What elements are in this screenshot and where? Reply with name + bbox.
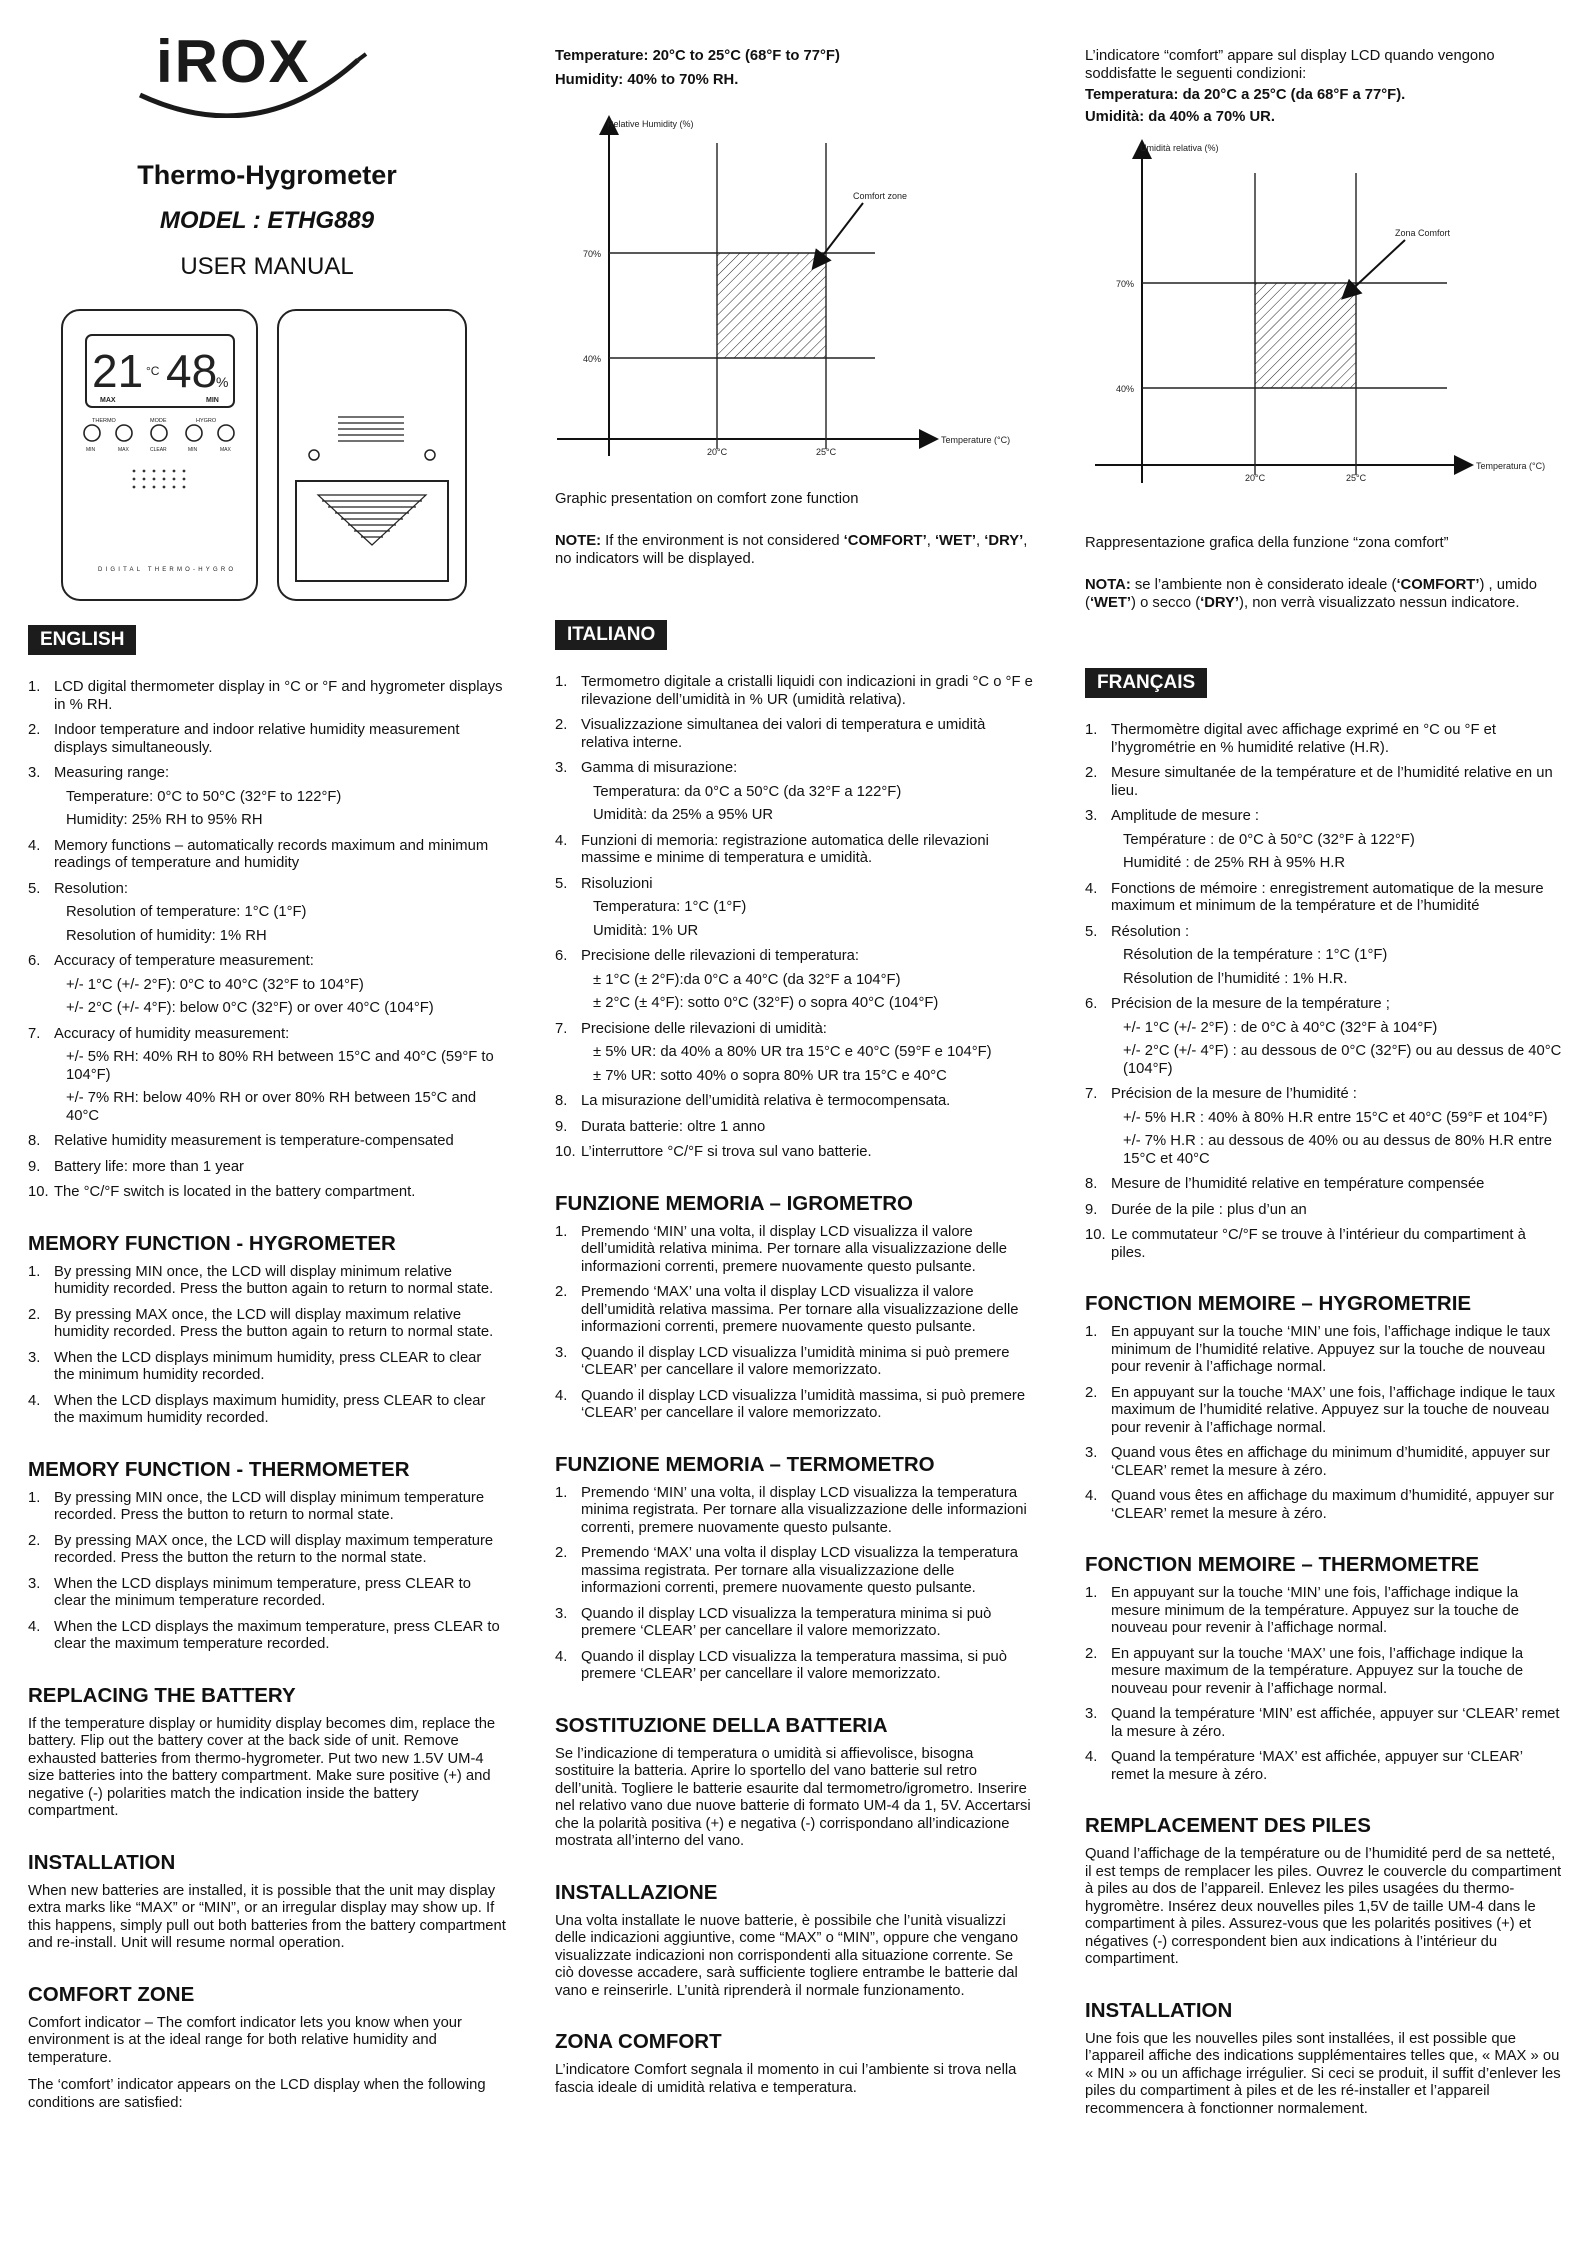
list-item-number: 6. <box>555 948 568 964</box>
list-item <box>555 760 1035 825</box>
list-item-number: 9. <box>555 1118 568 1135</box>
list-item-number: 7. <box>28 1025 41 1042</box>
list-item-text: Thermomètre digital avec affichage exprimé en °C ou °F et l’hygrométrie en % humidité relative (H.R). <box>1111 722 1496 756</box>
list-item-text: Amplitude de mesure : <box>1111 808 1260 824</box>
list-item-text: En appuyant sur la touche ‘MAX’ une fois, l’affichage indique le taux maximum de l’humidité relative. Appuyez sur la touche de nouveau pour revenir à l’affichage normal. <box>1111 1384 1556 1436</box>
group-thermo: THERMO <box>92 418 116 424</box>
list-item-number: 1. <box>1085 722 1098 738</box>
y-axis-label: Umidità relativa (%) <box>1140 143 1219 153</box>
list-item <box>1085 881 1563 916</box>
list-item <box>28 1026 506 1126</box>
btn-label-min: MIN <box>86 447 96 453</box>
list-item-number: 3. <box>555 1605 568 1622</box>
list-item-number: 6. <box>28 953 41 969</box>
list-item-text: Quando il display LCD visualizza l’umidità massima, si può premere ‘CLEAR’ per cancellare il valore memorizzato. <box>581 1387 1026 1421</box>
y-tick-40: 40% <box>583 354 602 364</box>
list-item-number: 1. <box>555 1223 568 1240</box>
list-item <box>1085 1385 1563 1438</box>
list-item-number: 4. <box>1085 1749 1098 1765</box>
list-item-number: 1. <box>28 1263 41 1280</box>
list-item-number: 7. <box>1085 1086 1098 1102</box>
list-item <box>555 1144 1035 1162</box>
list-sub-item: +/- 2°C (+/- 4°F) : au dessous de 0°C (32°F) ou au dessus de 40°C (104°F) <box>1123 1043 1562 1077</box>
list-item <box>555 1545 1035 1598</box>
list-item-text: Fonctions de mémoire : enregistrement automatique de la mesure maximum et minimum de la température et de l’humidité <box>1111 880 1544 914</box>
list-item-text: Précision de la mesure de la température ; <box>1111 996 1390 1012</box>
list-item-number: 1. <box>28 1489 41 1506</box>
btn-label-max: MAX <box>118 447 129 453</box>
list-item-text: Funzioni di memoria: registrazione automatica delle rilevazioni massime e minime di temperatura e umidità. <box>581 832 989 866</box>
it-note <box>1085 577 1563 612</box>
list-item-text: When the LCD displays minimum humidity, press CLEAR to clear the minimum humidity recorded. <box>54 1349 482 1383</box>
group-mode: MODE <box>150 418 167 424</box>
list-item-number: 4. <box>1085 1488 1098 1504</box>
list-sub-item: Resolution of temperature: 1°C (1°F) <box>66 904 307 920</box>
list-item <box>555 1649 1035 1684</box>
en-chart-caption: Graphic presentation on comfort zone function <box>555 491 859 507</box>
en-comfort-text-1: Comfort indicator – The comfort indicator lets you know when your environment is at the ideal range for both relative humidity and temperature. <box>28 2014 462 2066</box>
it-memory-thermo-title: FUNZIONE MEMORIA – TERMOMETRO <box>555 1452 935 1476</box>
list-item <box>555 1606 1035 1641</box>
list-item-text: En appuyant sur la touche ‘MIN’ une fois, l’affichage indique la mesure minimum de la température. Appuyez sur la touche de nouveau pour revenir à l’affichage normal. <box>1111 1585 1519 1636</box>
en-note-comfort: ‘COMFORT’ <box>843 533 927 549</box>
device-footer: DIGITAL THERMO-HYGRO <box>98 567 237 573</box>
it-comfort-text-2: L’indicatore “comfort” appare sul display LCD quando vengono soddisfatte le seguenti condizioni: <box>1085 48 1495 82</box>
list-item-number: 10. <box>1085 1227 1106 1243</box>
list-sub-item: +/- 1°C (+/- 2°F) : de 0°C à 40°C (32°F à 104°F) <box>1123 1019 1438 1036</box>
irox-logo <box>28 0 506 118</box>
lcd-humidity: 48 <box>166 345 218 397</box>
x-tick-20: 20°C <box>707 447 728 457</box>
list-item-text: Quando il display LCD visualizza la temperatura minima si può premere ‘CLEAR’ per cancellare il valore memorizzato. <box>581 1605 992 1639</box>
list-item-text: Précision de la mesure de l’humidité : <box>1111 1086 1357 1102</box>
list-item-number: 3. <box>555 760 568 776</box>
en-cond-temp: Temperature: 20°C to 25°C (68°F to 77°F) <box>555 48 840 64</box>
list-item <box>1085 996 1563 1078</box>
list-sub-item: +/- 5% RH: 40% RH to 80% RH between 15°C and 40°C (59°F to 104°F) <box>66 1049 494 1083</box>
logo-text: iROX <box>156 28 311 95</box>
fr-memory-hygro-title: FONCTION MEMOIRE – HYGROMETRIE <box>1085 1292 1472 1315</box>
list-item-number: 4. <box>28 837 41 854</box>
lcd-min: MIN <box>206 397 219 404</box>
list-item-text: Indoor temperature and indoor relative humidity measurement displays simultaneously. <box>54 722 460 756</box>
list-item-number: 10. <box>28 1184 49 1200</box>
list-item <box>28 1533 506 1568</box>
x-tick-25: 25°C <box>816 447 837 457</box>
x-axis-label: Temperature (°C) <box>941 435 1011 445</box>
list-item-text: Premendo ‘MAX’ una volta il display LCD visualizza il valore dell’umidità relativa massima. Per tornare alla visualizzazione delle informazioni correnti, premere nuovamente questo pulsante. <box>581 1284 1019 1335</box>
list-item-number: 2. <box>1085 1384 1098 1401</box>
fr-install-text: Une fois que les nouvelles piles sont installées, il est possible que l’appareil affiche des indications supplémentaires telles que, « MAX » ou « MIN » ou un affichage irrégulier. Si ceci se produit, il suffit d’enlever les piles du compartiment à piles et de les ré-installer et l’appareil recommencera à fonctionner normalement. <box>1085 2030 1561 2117</box>
it-note-sep: ) , umido ( <box>1085 577 1538 611</box>
y-axis-label: Relative Humidity (%) <box>607 119 694 129</box>
italian-column <box>555 0 1035 2097</box>
list-item <box>1085 1445 1563 1480</box>
list-item-text: Quando il display LCD visualizza l’umidità minima si può premere ‘CLEAR’ per cancellare il valore memorizzato. <box>581 1344 1010 1378</box>
list-item-text: L’interruttore °C/°F si trova sul vano batterie. <box>581 1144 872 1160</box>
en-battery-text: If the temperature display or humidity display becomes dim, replace the battery. Flip out the battery cover at the back side of unit. Remove exhausted batteries from thermo-hygrometer. Put two new 1.5V UM-4 size batteries into the battery compartment. Make sure positive (+) and negative (-) polarities match the indication inside the battery compartment. <box>28 1715 496 1819</box>
list-item-text: Quand vous êtes en affichage du minimum d’humidité, appuyer sur ‘CLEAR’ remet la mesure à zéro. <box>1111 1445 1550 1479</box>
en-battery-title: REPLACING THE BATTERY <box>28 1683 296 1707</box>
list-item-number: 2. <box>555 1545 568 1561</box>
title-block <box>28 160 506 281</box>
list-item-number: 2. <box>555 1284 568 1300</box>
list-sub-item: Temperature: 0°C to 50°C (32°F to 122°F) <box>66 788 342 805</box>
list-item-number: 4. <box>1085 880 1098 897</box>
en-comfort-text-2: The ‘comfort’ indicator appears on the LCD display when the following conditions are satisfied: <box>28 2077 486 2111</box>
list-sub-item: ± 1°C (± 2°F):da 0°C a 40°C (da 32°F a 104°F) <box>593 971 901 988</box>
list-item <box>1085 1585 1563 1638</box>
it-comfort-text-1: L’indicatore Comfort segnala il momento in cui l’ambiente si trova nella fascia ideale di umidità relativa e temperatura. <box>555 2062 1017 2096</box>
it-note-label: NOTA: <box>1085 577 1131 593</box>
x-tick-20: 20°C <box>1245 473 1266 483</box>
list-item-text: Termometro digitale a cristalli liquidi con indicazioni in gradi °C o °F e rilevazione dell’umidità in % UR (umidità relativa). <box>581 674 1033 708</box>
list-sub-item: +/- 1°C (+/- 2°F): 0°C to 40°C (32°F to 104°F) <box>66 976 364 993</box>
list-item-text: Visualizzazione simultanea dei valori di temperatura e umidità relativa interne. <box>581 717 986 751</box>
lcd-temp-unit: °C <box>146 364 160 378</box>
list-item-text: Accuracy of temperature measurement: <box>54 953 314 969</box>
list-item-text: Quando il display LCD visualizza la temperatura massima, si può premere ‘CLEAR’ per cancellare il valore memorizzato. <box>581 1648 1008 1682</box>
y-tick-70: 70% <box>1116 279 1135 289</box>
list-item-text: Résolution : <box>1111 923 1190 940</box>
list-item-text: When the LCD displays the maximum temperature, press CLEAR to clear the maximum temperature recorded. <box>54 1618 500 1652</box>
list-sub-item: Resolution of humidity: 1% RH <box>66 927 267 944</box>
list-item <box>1085 1488 1563 1523</box>
list-item <box>28 1264 506 1299</box>
list-item-number: 1. <box>1085 1585 1098 1601</box>
list-item-number: 4. <box>28 1618 41 1635</box>
it-memory-hygro-title: FUNZIONE MEMORIA – IGROMETRO <box>555 1191 913 1215</box>
list-item <box>555 1284 1035 1337</box>
comfort-chart-en <box>555 111 1035 491</box>
list-item <box>28 838 506 873</box>
en-note-dry: ‘DRY’ <box>984 533 1024 549</box>
list-item <box>555 948 1035 1013</box>
list-sub-item: Humidity: 25% RH to 95% RH <box>66 812 263 828</box>
en-note <box>555 533 1035 568</box>
list-item <box>28 1307 506 1342</box>
btn-label-min-2: MIN <box>188 447 198 453</box>
it-note-dry: ‘DRY’ <box>1200 594 1240 611</box>
en-memory-thermo-list <box>28 1490 506 1654</box>
list-item-text: Durée de la pile : plus d’un an <box>1111 1201 1307 1218</box>
en-cond-hum: Humidity: 40% to 70% RH. <box>555 71 739 88</box>
comfort-zone-label: Comfort zone <box>853 191 908 201</box>
list-item <box>28 1490 506 1525</box>
list-sub-item: Température : de 0°C à 50°C (32°F à 122°F) <box>1123 831 1415 848</box>
list-item-text: Resolution: <box>54 880 129 897</box>
list-item-number: 3. <box>28 1575 41 1592</box>
list-sub-item: Umidità: da 25% a 95% UR <box>593 807 774 823</box>
comfort-zone-area <box>717 253 826 358</box>
french-column <box>1085 0 1563 2118</box>
list-item <box>1085 1706 1563 1741</box>
list-item-text: When the LCD displays minimum temperature, press CLEAR to clear the minimum temperature recorded. <box>54 1575 471 1609</box>
fr-battery-text: Quand l’affichage de la température ou de l’humidité perd de sa netteté, il est temps de remplacer les piles. Ouvrez le couvercle du compartiment à piles au dos de l’appareil. Enlevez les piles usagées du thermo-hygromètre. Insérez deux nouvelles piles 1,5V de taille UM-4 dans le compartiment à piles. Assurez-vous que les polarités positives (+) et négatives (-) correspondent bien aux indications à l’intérieur du compartiment. <box>1085 1846 1562 1967</box>
en-memory-hygro-title: MEMORY FUNCTION - HYGROMETER <box>28 1231 396 1255</box>
list-item-text: When the LCD displays maximum humidity, press CLEAR to clear the maximum humidity recorded. <box>54 1392 486 1426</box>
comfort-zone-pointer <box>814 203 863 267</box>
list-item-number: 5. <box>1085 923 1098 940</box>
list-item-text: By pressing MAX once, the LCD will display maximum temperature recorded. Press the button the return to the normal state. <box>54 1532 494 1566</box>
list-item <box>555 833 1035 868</box>
english-feature-list <box>28 679 506 1202</box>
logo-graphic <box>28 0 506 118</box>
french-badge: FRANÇAIS <box>1085 668 1207 698</box>
list-item-text: La misurazione dell’umidità relativa è termocompensata. <box>581 1093 951 1109</box>
list-item <box>555 876 1035 941</box>
list-item <box>555 1021 1035 1086</box>
french-feature-list <box>1085 722 1563 1262</box>
list-sub-item: +/- 7% H.R : au dessous de 40% ou au dessus de 80% H.R entre 15°C et 40°C <box>1123 1133 1552 1167</box>
list-item-number: 2. <box>1085 1645 1098 1662</box>
list-item <box>1085 1324 1563 1377</box>
list-item-number: 2. <box>28 722 41 738</box>
english-badge: ENGLISH <box>28 625 136 655</box>
list-item-text: Mesure simultanée de la température et de l’humidité relative en un lieu. <box>1111 765 1553 799</box>
list-sub-item: ± 2°C (± 4°F): sotto 0°C (32°F) o sopra 40°C (104°F) <box>593 995 939 1011</box>
it-memory-thermo-list <box>555 1485 1035 1684</box>
comfort-zone-area <box>1255 283 1356 388</box>
list-item <box>28 1159 506 1177</box>
fr-memory-hygro-list <box>1085 1324 1563 1523</box>
list-item <box>555 1093 1035 1111</box>
fr-battery-title: REMPLACEMENT DES PILES <box>1085 1814 1371 1837</box>
lcd-temp: 21 <box>92 345 144 397</box>
list-sub-item: +/- 2°C (+/- 4°F): below 0°C (32°F) or over 40°C (104°F) <box>66 1000 434 1016</box>
list-sub-item: Humidité : de 25% RH à 95% H.R <box>1123 855 1346 871</box>
list-item-text: Precisione delle rilevazioni di temperatura: <box>581 948 859 964</box>
list-item-text: Le commutateur °C/°F se trouve à l’intérieur du compartiment à piles. <box>1111 1227 1526 1261</box>
en-comfort-title: COMFORT ZONE <box>28 1982 195 2006</box>
list-item <box>1085 808 1563 873</box>
list-item-number: 1. <box>555 1484 568 1501</box>
list-item-number: 10. <box>555 1144 576 1160</box>
it-battery-text: Se l’indicazione di temperatura o umidità si affievolisce, bisogna sostituire la batteria. Aprire lo sportello del vano batterie sul retro dell’unità. Togliere le batterie esaurite dal termometro/igrometro. Inserire nel relativo vano due nuove batterie di formato UM-4 da 1, 5V. Accertarsi che la polarità positiva (+) e negativa (-) corrispondano all’indicazione mostrata all’interno del vano. <box>555 1745 1031 1849</box>
list-sub-item: +/- 5% H.R : 40% à 80% H.R entre 15°C et 40°C (59°F et 104°F) <box>1123 1109 1548 1126</box>
list-item-number: 4. <box>555 1387 568 1404</box>
list-item-text: Measuring range: <box>54 765 170 781</box>
list-item-number: 9. <box>28 1158 41 1175</box>
comfort-chart-it <box>1085 138 1563 523</box>
list-item <box>28 881 506 946</box>
list-item <box>555 1119 1035 1137</box>
list-item <box>1085 765 1563 800</box>
en-install-title: INSTALLATION <box>28 1850 176 1874</box>
list-item-number: 2. <box>28 1306 41 1323</box>
y-tick-40: 40% <box>1116 384 1135 394</box>
list-item <box>28 1393 506 1428</box>
list-sub-item: ± 7% UR: sotto 40% o sopra 80% UR tra 15°C e 40°C <box>593 1067 947 1084</box>
en-note-end: , no indicators will be displayed. <box>555 533 1028 567</box>
it-note-sep-2: ) o secco ( <box>1131 594 1201 611</box>
list-item-text: Accuracy of humidity measurement: <box>54 1025 290 1042</box>
list-item-number: 9. <box>1085 1201 1098 1218</box>
list-item <box>555 1224 1035 1277</box>
lcd-humidity-unit: % <box>216 374 229 390</box>
list-item <box>28 765 506 830</box>
list-item-number: 1. <box>28 679 41 695</box>
list-item <box>1085 924 1563 989</box>
list-item-number: 3. <box>1085 1706 1098 1722</box>
it-cond-temp: Temperatura: da 20°C a 25°C (da 68°F a 77°F). <box>1085 87 1406 103</box>
list-item-text: By pressing MAX once, the LCD will display maximum relative humidity recorded. Press the button again to return to normal state. <box>54 1306 494 1340</box>
list-item <box>28 722 506 757</box>
list-item-number: 8. <box>1085 1176 1098 1192</box>
y-tick-70: 70% <box>583 249 602 259</box>
list-item-number: 3. <box>555 1344 568 1361</box>
list-item <box>28 1133 506 1151</box>
it-battery-title: SOSTITUZIONE DELLA BATTERIA <box>555 1713 888 1737</box>
list-item-number: 7. <box>555 1020 568 1037</box>
list-item-number: 8. <box>555 1093 568 1109</box>
list-item <box>28 953 506 1018</box>
list-item <box>555 674 1035 709</box>
list-item <box>1085 1176 1563 1194</box>
it-install-text: Una volta installate le nuove batterie, è possibile che l’unità visualizzi delle indicazioni aggiuntive, come “MAX” o “MIN”, oppure che vengano visualizzate indicazioni non corrispondenti alla situazione corrente. Se ciò dovesse accadere, sarà sufficiente togliere entrambe le batterie dal vano e reinserirle. L’unità riprenderà il normale funzionamento. <box>555 1912 1019 1999</box>
btn-label-max-2: MAX <box>220 447 231 453</box>
list-item-text: Battery life: more than 1 year <box>54 1158 244 1175</box>
list-item-number: 5. <box>28 880 41 897</box>
group-hygro: HYGRO <box>196 418 217 424</box>
list-item-text: Relative humidity measurement is temperature-compensated <box>54 1133 454 1149</box>
it-memory-hygro-list <box>555 1224 1035 1423</box>
list-item-text: En appuyant sur la touche ‘MIN’ une fois, l’affichage indique le taux minimum de l’humidité relative. Appuyez sur la touche de nouveau pour revenir à l’affichage normal. <box>1111 1324 1551 1375</box>
device-drawing <box>28 305 506 605</box>
list-item-number: 4. <box>555 832 568 849</box>
list-item-number: 2. <box>28 1532 41 1549</box>
list-item <box>1085 1086 1563 1168</box>
en-memory-thermo-title: MEMORY FUNCTION - THERMOMETER <box>28 1457 410 1481</box>
list-item-text: Gamma di misurazione: <box>581 760 738 776</box>
english-column <box>28 0 506 2112</box>
list-item-text: Memory functions – automatically records maximum and minimum readings of temperature and humidity <box>54 837 489 871</box>
list-sub-item: Temperatura: da 0°C a 50°C (da 32°F a 122°F) <box>593 783 902 800</box>
list-item <box>28 1184 506 1202</box>
comfort-zone-pointer <box>1344 240 1405 297</box>
list-item-number: 1. <box>555 674 568 690</box>
list-item <box>1085 1646 1563 1699</box>
list-sub-item: +/- 7% RH: below 40% RH or over 80% RH between 15°C and 40°C <box>66 1090 477 1124</box>
list-item-number: 2. <box>1085 765 1098 781</box>
list-item-number: 5. <box>555 875 568 892</box>
list-item-text: Premendo ‘MIN’ una volta, il display LCD visualizza il valore dell’umidità relativa minima. Per tornare alla visualizzazione delle informazioni correnti, premere nuovamente questo pulsante. <box>581 1223 1008 1275</box>
list-item-number: 3. <box>28 1349 41 1366</box>
btn-label-clear: CLEAR <box>150 447 167 453</box>
list-item-text: Premendo ‘MAX’ una volta il display LCD visualizza la temperatura massima registrata. Per tornare alla visualizzazione delle informazioni correnti, premere nuovamente questo pulsante. <box>581 1545 1018 1596</box>
italian-badge: ITALIANO <box>555 620 667 650</box>
fr-memory-thermo-list <box>1085 1585 1563 1784</box>
list-item-number: 8. <box>28 1133 41 1149</box>
x-tick-25: 25°C <box>1346 473 1367 483</box>
list-item <box>555 1485 1035 1538</box>
list-item-text: Precisione delle rilevazioni di umidità: <box>581 1020 827 1037</box>
comfort-zone-label: Zona Comfort <box>1395 228 1451 238</box>
list-item <box>1085 1202 1563 1220</box>
it-chart-caption: Rappresentazione grafica della funzione “zona comfort” <box>1085 535 1449 551</box>
en-note-sep: , <box>926 533 935 549</box>
en-note-label: NOTE: <box>555 533 602 549</box>
list-sub-item: Résolution de la température : 1°C (1°F) <box>1123 947 1388 963</box>
list-item-text: Risoluzioni <box>581 875 653 892</box>
list-item-text: Quand vous êtes en affichage du maximum d’humidité, appuyer sur ‘CLEAR’ remet la mesure à zéro. <box>1111 1488 1555 1522</box>
list-item-text: By pressing MIN once, the LCD will display minimum relative humidity recorded. Press the button again to return to normal state. <box>54 1263 494 1297</box>
en-memory-hygro-list <box>28 1264 506 1428</box>
it-note-comfort: ‘COMFORT’ <box>1396 577 1480 593</box>
it-install-title: INSTALLAZIONE <box>555 1880 718 1904</box>
list-item-text: The °C/°F switch is located in the battery compartment. <box>54 1184 416 1200</box>
italian-feature-list <box>555 674 1035 1162</box>
x-axis-label: Temperatura (°C) <box>1476 461 1546 471</box>
list-item-text: En appuyant sur la touche ‘MAX’ une fois, l’affichage indique la mesure maximum de la température. Appuyez sur la touche de nouveau pour revenir à l’affichage normal. <box>1111 1645 1524 1697</box>
en-note-wet: ‘WET’ <box>934 533 977 549</box>
it-note-wet: ‘WET’ <box>1089 594 1132 611</box>
list-item <box>28 1619 506 1654</box>
list-item-number: 2. <box>555 717 568 733</box>
list-item-text: By pressing MIN once, the LCD will display minimum temperature recorded. Press the button to return to normal state. <box>54 1489 485 1523</box>
list-item <box>555 1345 1035 1380</box>
product-title: Thermo-Hygrometer <box>137 160 397 190</box>
list-item <box>1085 1227 1563 1262</box>
en-note-sep-2: , <box>976 533 985 549</box>
list-item <box>28 1576 506 1611</box>
list-item-number: 3. <box>1085 1445 1098 1461</box>
list-item-number: 3. <box>1085 808 1098 824</box>
it-note-text: se l’ambiente non è considerato ideale ( <box>1130 577 1397 593</box>
list-item <box>555 1388 1035 1423</box>
list-item-number: 6. <box>1085 996 1098 1012</box>
fr-install-title: INSTALLATION <box>1085 1998 1233 2022</box>
list-item-number: 3. <box>28 765 41 781</box>
it-note-end: ), non verrà visualizzato nessun indicatore. <box>1239 594 1520 611</box>
list-sub-item: Umidità: 1% UR <box>593 922 699 939</box>
en-install-text: When new batteries are installed, it is possible that the unit may display extra marks like “MAX” or “MIN”, or an irregular display may show up. If this happens, simply pull out both batteries from the battery compartment and re-install. Unit will resume normal operation. <box>28 1882 506 1951</box>
list-item-number: 4. <box>555 1648 568 1665</box>
list-item <box>1085 1749 1563 1784</box>
list-item <box>28 1350 506 1385</box>
list-item <box>1085 722 1563 757</box>
manual-title: USER MANUAL <box>180 253 354 280</box>
model-title: MODEL : ETHG889 <box>159 207 375 234</box>
list-item-text: Quand la température ‘MAX’ est affichée, appuyer sur ‘CLEAR’ remet la mesure à zéro. <box>1111 1749 1523 1783</box>
list-sub-item: Résolution de l’humidité : 1% H.R. <box>1123 970 1348 987</box>
list-sub-item: Temperatura: 1°C (1°F) <box>593 899 747 915</box>
list-item-text: Mesure de l’humidité relative en température compensée <box>1111 1176 1485 1192</box>
it-cond-hum: Umidità: da 40% a 70% UR. <box>1085 108 1275 125</box>
list-item <box>28 679 506 714</box>
list-item <box>555 717 1035 752</box>
list-item-number: 1. <box>1085 1324 1098 1340</box>
list-sub-item: ± 5% UR: da 40% a 80% UR tra 15°C e 40°C (59°F e 104°F) <box>593 1044 992 1060</box>
list-item-text: Quand la température ‘MIN’ est affichée, appuyer sur ‘CLEAR’ remet la mesure à zéro. <box>1111 1706 1560 1740</box>
list-item-number: 4. <box>28 1392 41 1409</box>
lcd-max: MAX <box>100 397 116 404</box>
en-note-text: If the environment is not considered <box>601 533 844 549</box>
list-item-text: LCD digital thermometer display in °C or °F and hygrometer displays in % RH. <box>54 679 503 713</box>
list-item-text: Durata batterie: oltre 1 anno <box>581 1118 766 1135</box>
list-item-text: Premendo ‘MIN’ una volta, il display LCD visualizza la temperatura minima registrata. Per tornare alla visualizzazione delle informazioni correnti, premere nuovamente questo pulsante. <box>581 1484 1027 1536</box>
fr-memory-thermo-title: FONCTION MEMOIRE – THERMOMETRE <box>1085 1553 1480 1576</box>
it-comfort-title: ZONA COMFORT <box>555 2030 722 2053</box>
device-illustration <box>28 305 506 605</box>
